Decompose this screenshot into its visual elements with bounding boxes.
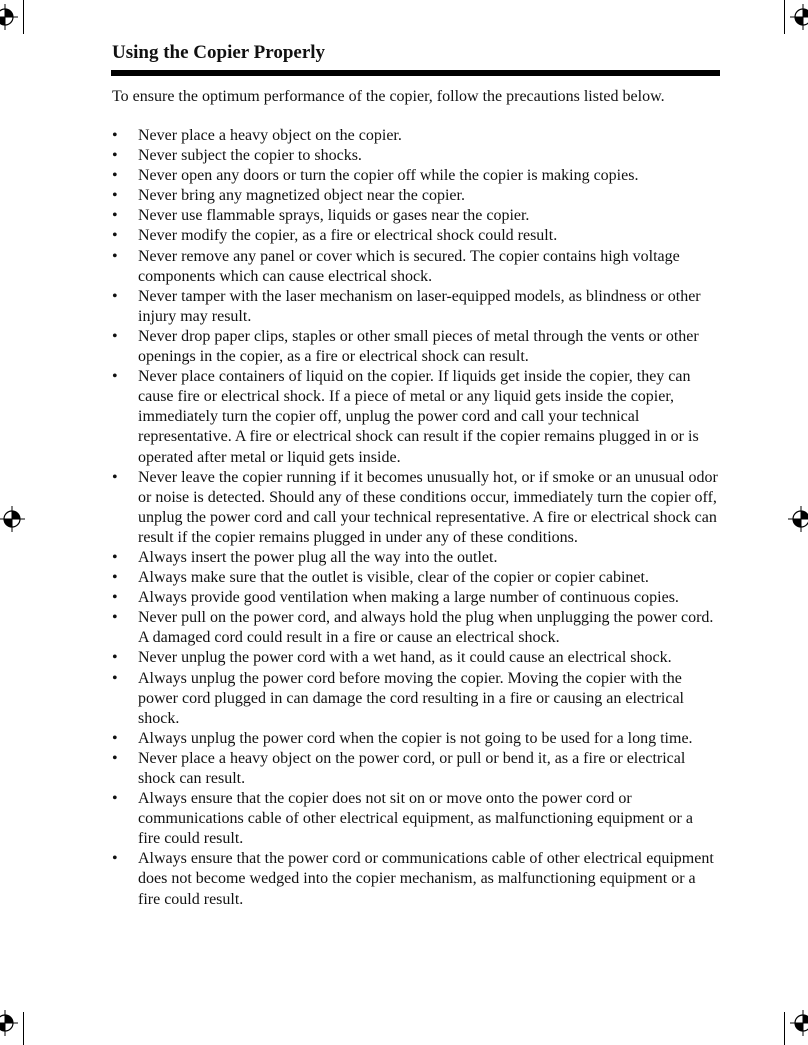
registration-mark-icon bbox=[0, 506, 25, 532]
list-item bbox=[112, 247, 718, 287]
list-item-text: Never place a heavy object on the copier. bbox=[138, 127, 402, 144]
crop-line bbox=[784, 0, 785, 34]
bullet-icon: • bbox=[112, 167, 118, 185]
bullet-icon: • bbox=[112, 287, 118, 305]
list-item bbox=[112, 367, 718, 467]
list-item-text: Always make sure that the outlet is visible, clear of the copier or copier cabinet. bbox=[138, 569, 649, 587]
list-item bbox=[112, 468, 718, 548]
bullet-icon: • bbox=[112, 227, 118, 245]
list-item bbox=[112, 608, 718, 648]
list-item-text: Never remove any panel or cover which is secured. The copier contains high voltage components which can cause electrical shock. bbox=[138, 247, 680, 285]
list-item bbox=[112, 669, 718, 729]
bullet-icon: • bbox=[112, 749, 118, 767]
list-item-text: Always ensure that the power cord or communications cable of other electrical equipment does not become wedged into the copier mechanism, as malfunctioning equipment or a fire could result. bbox=[138, 850, 714, 908]
bullet-icon: • bbox=[112, 729, 118, 747]
bullet-icon: • bbox=[112, 127, 118, 144]
list-item bbox=[112, 729, 718, 749]
page-title: Using the Copier Properly bbox=[112, 42, 326, 63]
bullet-icon: • bbox=[112, 609, 118, 627]
list-item bbox=[112, 206, 718, 226]
list-item-text: Never use flammable sprays, liquids or gases near the copier. bbox=[138, 207, 530, 225]
list-item-text: Never place a heavy object on the power cord, or pull or bend it, as a fire or electrical shock can result. bbox=[138, 749, 686, 787]
bullet-icon: • bbox=[112, 147, 118, 165]
registration-mark-icon bbox=[0, 1010, 18, 1036]
list-item-text: Never bring any magnetized object near the copier. bbox=[138, 187, 465, 205]
list-item bbox=[112, 548, 718, 568]
registration-mark-icon bbox=[788, 506, 808, 532]
bullet-icon: • bbox=[112, 790, 118, 808]
registration-mark-icon bbox=[790, 4, 808, 30]
bullet-icon: • bbox=[112, 247, 118, 265]
bullet-icon: • bbox=[112, 589, 118, 607]
bullet-icon: • bbox=[112, 669, 118, 687]
list-item-text: Never tamper with the laser mechanism on laser-equipped models, as blindness or other injury may result. bbox=[138, 287, 701, 325]
bullet-icon: • bbox=[112, 207, 118, 225]
list-item bbox=[112, 568, 718, 588]
list-item bbox=[112, 166, 718, 186]
list-item-text: Always unplug the power cord before moving the copier. Moving the copier with the power cord plugged in can damage the cord resulting in a fire or causing an electrical shock. bbox=[138, 669, 684, 727]
bullet-icon: • bbox=[112, 468, 118, 486]
list-item-text: Never open any doors or turn the copier off while the copier is making copies. bbox=[138, 167, 639, 185]
precautions-list bbox=[112, 126, 718, 910]
list-item bbox=[112, 146, 718, 166]
list-item-text: Never drop paper clips, staples or other small pieces of metal through the vents or other openings in the copier, as a fire or electrical shock can result. bbox=[138, 327, 699, 366]
registration-mark-icon bbox=[0, 4, 18, 30]
list-item-text: Always ensure that the copier does not sit on or move onto the power cord or communications cable of other electrical equipment, as malfunctioning equipment or a fire could result. bbox=[138, 790, 693, 848]
list-item-text: Never place containers of liquid on the copier. If liquids get inside the copier, they can cause fire or electrical shock. If a piece of metal or any liquid gets inside the copier, immediately turn the copier off, unplug the power cord and call your technical representative. A fire or electrical shock can result if the copier remains plugged in or is operated after metal or liquid gets inside. bbox=[138, 368, 699, 466]
list-item-text: Never leave the copier running if it becomes unusually hot, or if smoke or an unusual odor or noise is detected. Should any of these conditions occur, immediately turn the copier off, unplug the power cord and call your technical representative. A fire or electrical shock can result if the copier remains plugged in under any of these conditions. bbox=[138, 468, 718, 546]
list-item bbox=[112, 648, 718, 668]
bullet-icon: • bbox=[112, 548, 118, 566]
list-item bbox=[112, 588, 718, 608]
list-item bbox=[112, 749, 718, 789]
bullet-icon: • bbox=[112, 850, 118, 868]
crop-line bbox=[784, 1012, 785, 1045]
bullet-icon: • bbox=[112, 649, 118, 667]
list-item-text: Always insert the power plug all the way into the outlet. bbox=[138, 548, 498, 566]
list-item-text: Never unplug the power cord with a wet hand, as it could cause an electrical shock. bbox=[138, 649, 672, 667]
list-item bbox=[112, 186, 718, 206]
list-item bbox=[112, 327, 718, 367]
list-item-text: Always unplug the power cord when the copier is not going to be used for a long time. bbox=[138, 729, 693, 747]
crop-line bbox=[23, 1012, 24, 1045]
bullet-icon: • bbox=[112, 327, 118, 345]
list-item-text: Never pull on the power cord, and always hold the plug when unplugging the power cord. A damaged cord could result in a fire or cause an electrical shock. bbox=[138, 609, 714, 647]
registration-mark-icon bbox=[790, 1010, 808, 1036]
list-item-text: Never modify the copier, as a fire or electrical shock could result. bbox=[138, 227, 558, 245]
intro-paragraph: To ensure the optimum performance of the copier, follow the precautions listed below. bbox=[112, 88, 665, 105]
list-item bbox=[112, 126, 718, 146]
list-item bbox=[112, 789, 718, 849]
list-item bbox=[112, 287, 718, 327]
list-item bbox=[112, 226, 718, 246]
list-item-text: Never subject the copier to shocks. bbox=[138, 147, 362, 165]
list-item bbox=[112, 849, 718, 909]
bullet-icon: • bbox=[112, 368, 118, 386]
bullet-icon: • bbox=[112, 187, 118, 205]
bullet-icon: • bbox=[112, 569, 118, 587]
list-item-text: Always provide good ventilation when making a large number of continuous copies. bbox=[138, 589, 679, 607]
title-rule bbox=[111, 70, 720, 76]
crop-line bbox=[23, 0, 24, 34]
